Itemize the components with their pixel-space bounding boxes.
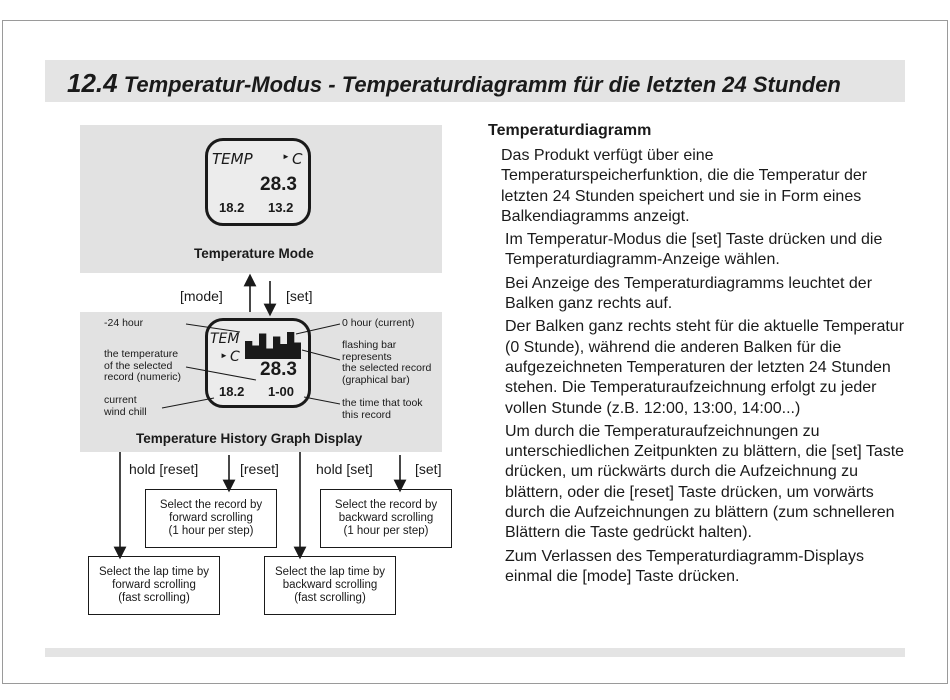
forward-lap-box: Select the lap time by forward scrolling (fast scrolling) [88,556,220,615]
history-lcd-unit: C [230,349,240,365]
history-lcd-right-value: 1-00 [268,384,295,399]
leader-selected-temp [186,367,256,380]
lcd-label: TEMP [212,150,253,168]
history-lcd-temperature: 28.3 [260,359,297,380]
section-title: Temperatur-Modus - Temperaturdiagramm für die letzten 24 Stunden [123,72,841,97]
pointer-icon: ► [282,152,290,161]
backward-record-box: Select the record by backward scrolling (1 hour per step) [320,489,452,548]
description-heading: Temperaturdiagramm [488,122,652,139]
forward-record-box: Select the record by forward scrolling (1 hour per step) [145,489,277,548]
set-key-label-2: [set] [415,461,442,477]
mode-key-label: [mode] [180,288,223,304]
annotation-wind-chill: current wind chill [104,394,147,418]
leader-wind-chill [162,398,214,408]
lcd-right-value: 13.2 [268,200,294,215]
history-caption: Temperature History Graph Display [136,431,363,446]
leader-minus24 [186,324,240,332]
leader-flashing-bar [302,350,340,360]
paragraph-3: Bei Anzeige des Temperaturdiagramms leuchtet der Balken ganz rechts auf. [505,274,873,313]
description-column [488,122,908,590]
backward-lap-box: Select the lap time by backward scrolling (fast scrolling) [264,556,396,615]
leader-zero-hour [296,324,340,334]
annotation-flashing-bar: flashing bar represents the selected record (graphical bar) [342,339,432,386]
reset-key-label: [reset] [240,461,279,477]
paragraph-1: Das Produkt verfügt über eine Temperaturspeicherfunktion, die die Temperatur der letzten 24 Stunden speichert und sie in Form eines Balkendiagramms anzeigt. [501,147,868,225]
history-lcd-label: TEM [210,331,240,347]
bottom-bar [45,648,905,657]
annotation-time-took: the time that took this record [342,397,423,421]
paragraph-5: Um durch die Temperaturaufzeichnungen zu unterschiedlichen Zeitpunkten zu blättern, die [set] Taste drücken, um rückwärts durch die Aufzeichnung zu blättern, oder die [reset] Taste drücken, um vorwärts durch die Aufzeichnungen zu blättern (zum schnelleren Blättern die Taste gedrückt halten). [505,422,905,542]
history-pointer-icon: ► [220,351,228,360]
annotation-selected-temperature: the temperature of the selected record (numeric) [104,348,182,383]
set-key-label: [set] [286,288,313,304]
hold-set-key-label: hold [set] [316,461,373,477]
paragraph-2: Im Temperatur-Modus die [set] Taste drücken und die Temperaturdiagramm-Anzeige wählen. [505,231,883,269]
paragraph-6: Zum Verlassen des Temperaturdiagramm-Displays einmal die [mode] Taste drücken. [505,547,864,585]
leader-time-took [304,397,340,404]
annotation-minus24-hour: -24 hour [104,317,144,329]
hold-reset-key-label: hold [reset] [129,461,199,477]
paragraph-4: Der Balken ganz rechts steht für die aktuelle Temperatur (0 Stunde), während die anderen Balken für die aufgezeichneten Temperaturen der letzten 24 Stunden stehen. Die Temperaturaufzeichnung erfolgt zu jeder vollen Stunde (z.B. 12:00, 13:00, 14:00...) [505,318,905,417]
section-number: 12.4 [67,68,118,98]
annotation-zero-hour: 0 hour (current) [342,317,415,329]
lcd-temperature: 28.3 [260,174,297,195]
temperature-mode-caption: Temperature Mode [194,246,314,261]
history-lcd-left-value: 18.2 [219,384,245,399]
lcd-unit: C [292,150,303,168]
lcd-left-value: 18.2 [219,200,245,215]
